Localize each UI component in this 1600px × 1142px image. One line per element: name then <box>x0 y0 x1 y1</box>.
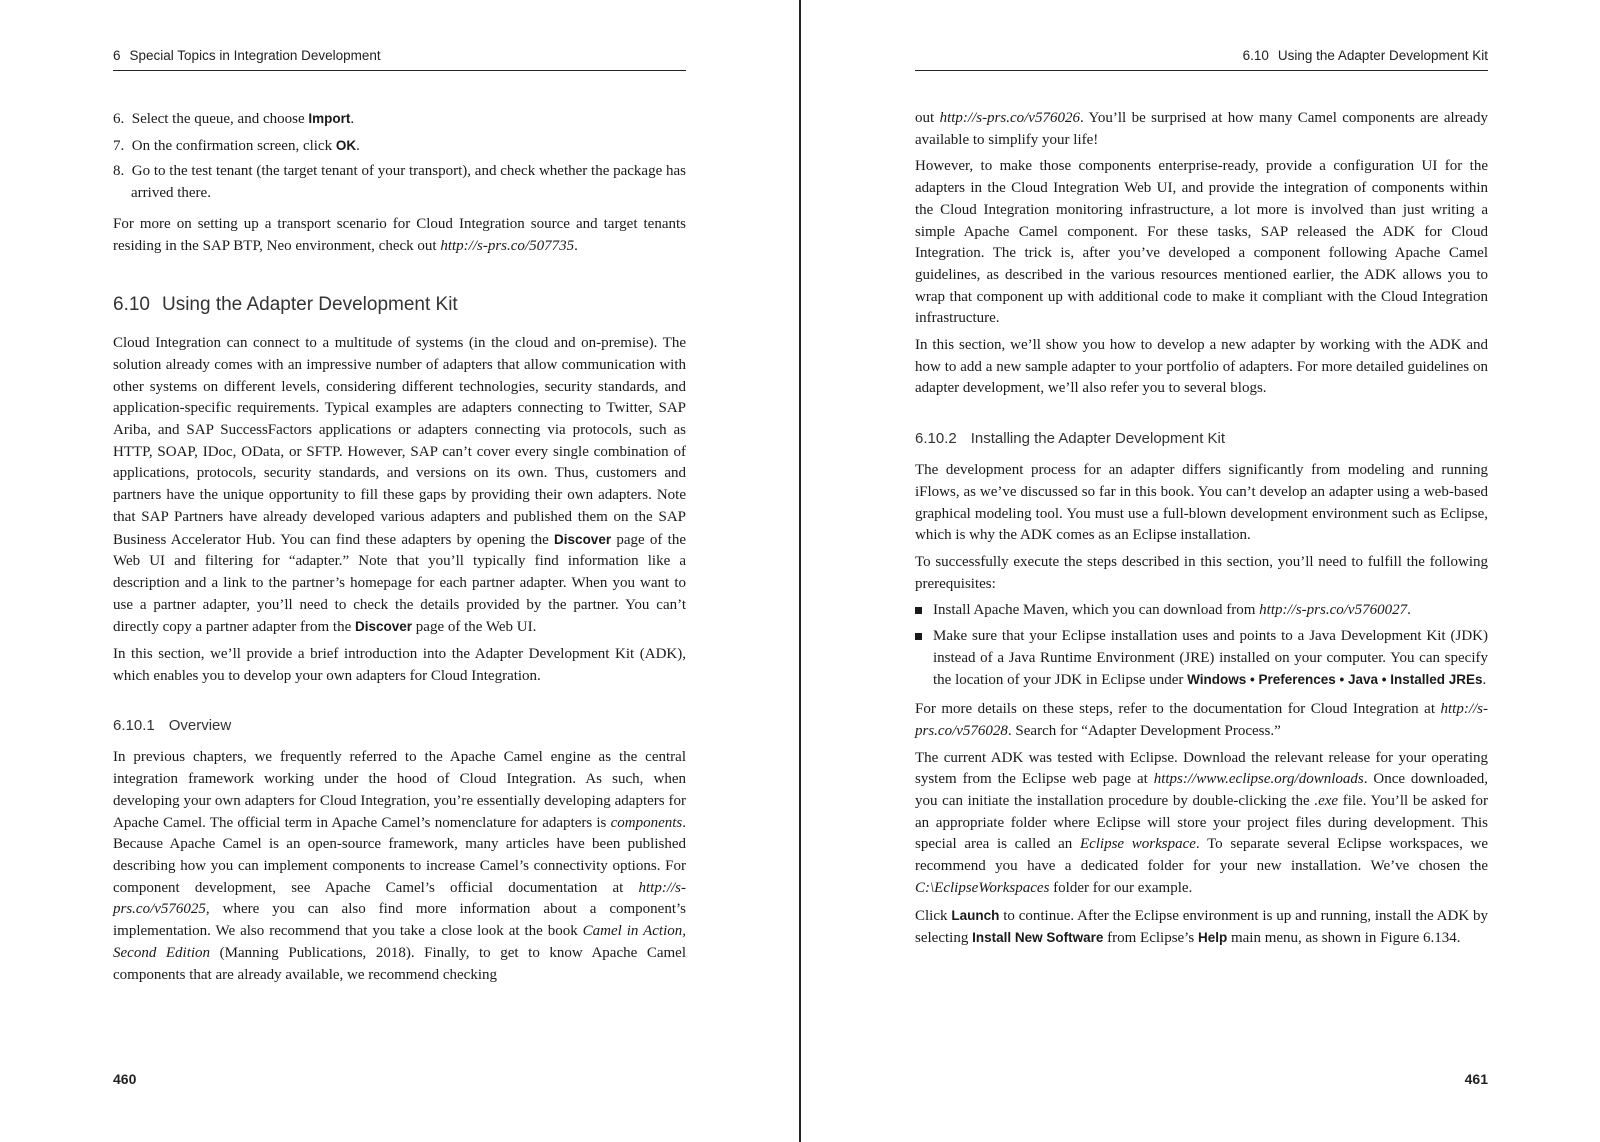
ui-label-import: Import <box>308 111 351 126</box>
paragraph-adk-intro: In this section, we’ll provide a brief introduction into the Adapter Development Kit (ADK), which enables you to develop your own adapters for Cloud Integration. <box>113 646 686 684</box>
page-number: 460 <box>113 1071 137 1087</box>
link-v576028[interactable]: http://s-prs.co/v576028 <box>915 701 1488 739</box>
section-heading: 6.10 Using the Adapter Development Kit <box>113 294 458 316</box>
left-page <box>0 0 799 1142</box>
paragraph-continued: out http://s-prs.co/v576026. You’ll be surprised at how many Camel components are already available to simplify your life! <box>915 110 1488 148</box>
list-item: Make sure that your Eclipse installation uses and points to a Java Development Kit (JDK) instead of a Java Runtime Environment (JRE) installed on your computer. You can specify the location of your JDK in Eclipse under Windows • Preferences • Java • Installed JREs. <box>915 626 1488 692</box>
link-v576025[interactable]: http://s-prs.co/v576025 <box>113 879 686 918</box>
subsection-heading-overview: 6.10.1 Overview <box>113 717 232 735</box>
left-text-column <box>113 108 686 991</box>
ui-label-install-new-software: Install New Software <box>972 930 1104 946</box>
link-507735[interactable]: http://s-prs.co/507735 <box>440 237 575 254</box>
paragraph-process: The development process for an adapter differs significantly from modeling and running iFlows, as we’ve discussed so far in this book. You can’t develop an adapter using a web-based graphical modeling tool. You must use a full-blown development environment such as Eclipse, which is why the ADK comes as an Eclipse installation. <box>915 462 1488 544</box>
section-number: 6.10 <box>1242 48 1269 63</box>
list-item: 8. Go to the test tenant (the target tenant of your transport), and check whether the package has arrived there. <box>113 163 686 202</box>
section-title: Using the Adapter Development Kit <box>1277 48 1488 63</box>
steps-list <box>113 108 686 205</box>
page-number: 461 <box>1464 1071 1488 1087</box>
ui-label-discover: Discover <box>354 619 413 635</box>
right-running-header <box>915 48 1488 71</box>
paragraph-transport: For more on setting up a transport scenario for Cloud Integration source and target tenants residing in the SAP BTP, Neo environment, check out http://s-prs.co/507735. <box>113 215 686 254</box>
book-title: Camel in Action, Second Edition <box>113 923 686 961</box>
ui-label-help: Help <box>1197 930 1228 946</box>
ui-menu-path: Windows • Preferences • Java • Installed JREs <box>1187 672 1483 688</box>
subsection-heading-installing: 6.10.2 Installing the Adapter Development Kit <box>915 430 1226 448</box>
list-item: 7. On the confirmation screen, click OK. <box>113 137 360 154</box>
paragraph-details: For more details on these steps, refer to the documentation for Cloud Integration at http://s-prs.co/v576028. Search for “Adapter Development Process.” <box>915 701 1488 739</box>
ui-label-discover: Discover <box>554 531 612 547</box>
paragraph-section-scope: In this section, we’ll show you how to develop a new adapter by working with the ADK and how to add a new sample adapter to your portfolio of adapters. For more detailed guidelines on adapter development, we’ll also refer you to several blogs. <box>915 337 1488 397</box>
list-item: 6. Select the queue, and choose Import. <box>113 111 355 127</box>
paragraph-intro: Cloud Integration can connect to a multitude of systems (in the cloud and on-premise). The solution already comes with an impressive number of adapters that allow communication with other systems on different levels, considering different technologies, security standards, and application-specific requirements. Typical examples are adapters connecting to Twitter, SAP Ariba, and SAP SuccessFactors applications or adapters connecting via protocols, such as HTTP, SOAP, IDoc, OData, or SFTP. However, SAP can’t cover every single combination of applications, protocols, security standards, and versions on its own. Thus, customers and partners have the unique opportunity to fill these gaps by providing their own adapters. Note that SAP Partners have already developed various adapters and published them on the SAP Business Accelerator Hub. You can find these adapters by opening the Discover page of the Web UI and filtering for “adapter.” Note that you’ll typically find information like a description and a link to the partner’s homepage for each partner adapter. When you want to use a partner adapter, you’ll need to check the details provided by the partner. You can’t directly copy a partner adapter from the Discover page of the Web UI. <box>113 335 686 636</box>
list-item: Install Apache Maven, which you can download from http://s-prs.co/v5760027. <box>915 600 1488 622</box>
right-text-column <box>915 108 1488 955</box>
link-v5760027[interactable]: http://s-prs.co/v5760027 <box>1259 602 1408 619</box>
prerequisites-list <box>915 600 1488 692</box>
link-eclipse-downloads[interactable]: https://www.eclipse.org/downloads <box>1153 771 1364 788</box>
left-running-header <box>113 48 686 71</box>
ui-label-ok: OK <box>335 137 357 153</box>
bullet-square-icon <box>915 633 922 640</box>
paragraph-prerequisites: To successfully execute the steps described in this section, you’ll need to fulfill the following prerequisites: <box>915 553 1488 592</box>
ui-label-launch: Launch <box>951 907 1000 923</box>
right-page <box>801 0 1600 1142</box>
bullet-square-icon <box>915 607 922 614</box>
paragraph-overview: In previous chapters, we frequently referred to the Apache Camel engine as the central integration framework working under the hood of Cloud Integration. As such, when developing your own adapters for Cloud Integration, you’re essentially developing adapters for Apache Camel. The official term in Apache Camel’s nomenclature for adapters is components. Because Apache Camel is an open-source framework, many articles have been published describing how you can implement components to increase Camel’s connectivity options. For component development, see Apache Camel’s official documentation at http://s-prs.co/v576025, where you can also find more information about a component’s implementation. We also recommend that you take a close look at the book Camel in Action, Second Edition (Manning Publications, 2018). Finally, to get to know Apache Camel components that are already available, we recommend checking <box>113 749 686 983</box>
paragraph-enterprise: However, to make those components enterprise-ready, provide a configuration UI for the adapters in the Cloud Integration Web UI, and provide the integration of components within the Cloud Integration monitoring infrastructure, a lot more is involved than just writing a simple Apache Camel component. For these tasks, SAP released the ADK for Cloud Integration. The trick is, after you’ve developed a component following Apache Camel guidelines, as described in the various resources mentioned earlier, the ADK allows you to wrap that component up with additional code to make it compliant with the Cloud Integration infrastructure. <box>915 158 1488 327</box>
chapter-number: 6 <box>113 48 121 63</box>
chapter-title: Special Topics in Integration Development <box>129 48 381 63</box>
paragraph-launch: Click Launch to continue. After the Eclipse environment is up and running, install the ADK by selecting Install New Software from Eclipse’s Help main menu, as shown in Figure 6.134. <box>915 907 1488 947</box>
paragraph-eclipse: The current ADK was tested with Eclipse. Download the relevant release for your operating system from the Eclipse web page at https://www.eclipse.org/downloads. Once downloaded, you can initiate the installation procedure by double-clicking the .exe file. You’ll be asked for an appropriate folder where Eclipse will store your project files during development. This special area is called an Eclipse workspace. To separate several Eclipse workspaces, we recommend you have a dedicated folder for your new installation. We’ve chosen the C:\EclipseWorkspaces folder for our example. <box>915 749 1488 896</box>
link-v576026[interactable]: http://s-prs.co/v576026 <box>939 110 1080 126</box>
